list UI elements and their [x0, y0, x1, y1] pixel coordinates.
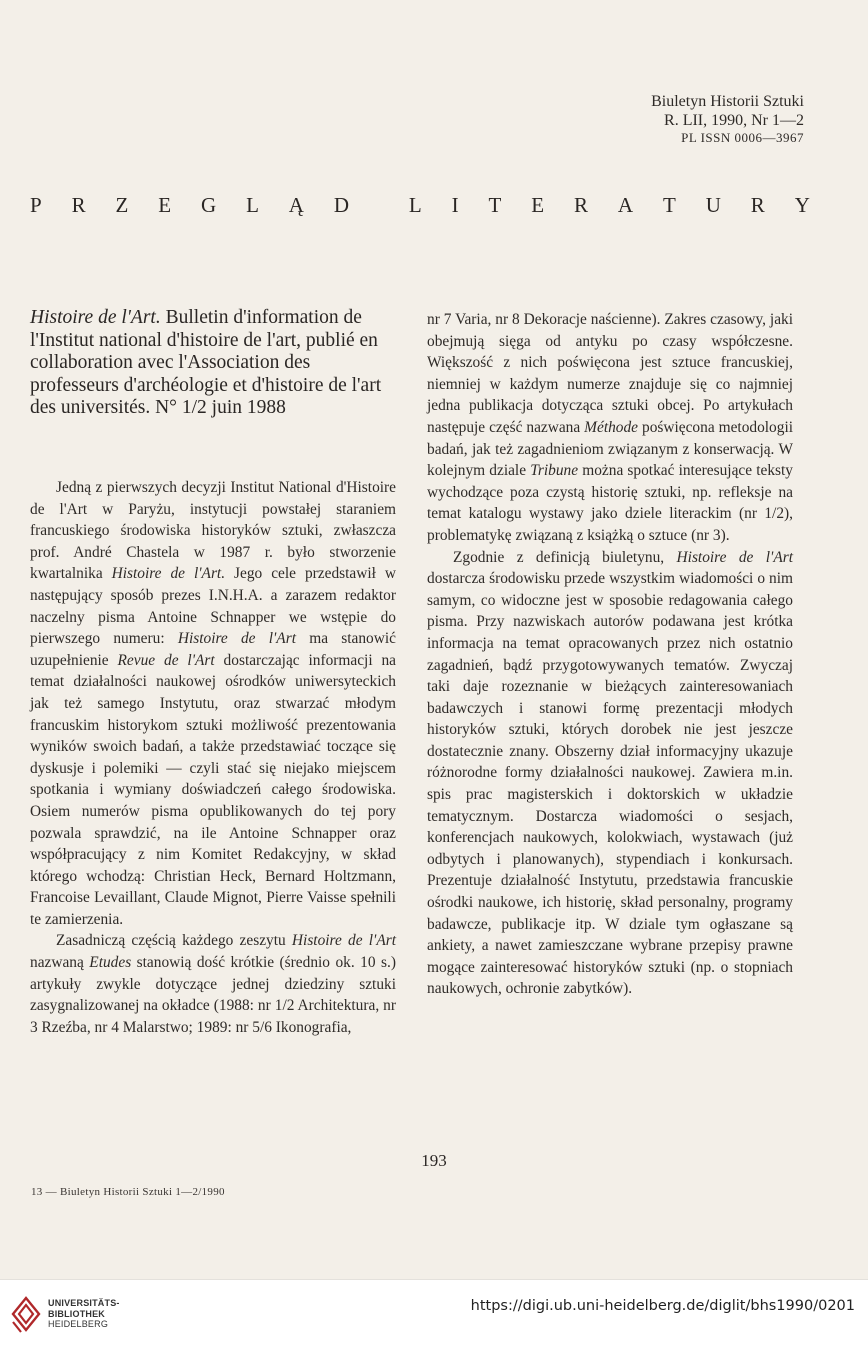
section-title	[30, 193, 810, 218]
text-run: Jedną z pierwszych decyzji Institut National d'Histoire de l'Art w Paryżu, instytucji powstałej staraniem francuskiego środowiska historyków sztuki, zwłaszcza prof. André Chastela w 1987 r. było stworzenie kwartalnika	[30, 479, 396, 583]
section-title-letter: L	[408, 193, 422, 217]
section-title-letter: L	[246, 193, 259, 217]
review-title-italic: Histoire de l'Art.	[30, 307, 161, 328]
section-title-letter: A	[617, 193, 634, 217]
text-run: poświęcona metodologii badań, jak też zagadnieniom związanym z konserwacją. W kolejnym dziale	[427, 418, 794, 480]
italic-title: Histoire de l'Art	[676, 548, 793, 566]
left-paragraph-1	[30, 477, 396, 930]
section-title-letter: E	[158, 193, 172, 217]
section-title-letter: P	[30, 193, 42, 217]
section-title-letter: R	[71, 193, 86, 217]
right-paragraph-1	[427, 309, 793, 547]
text-run: nazwaną	[30, 954, 90, 972]
section-title-letter: Ą	[288, 193, 304, 217]
italic-title: Histoire de l'Art	[177, 630, 296, 648]
left-paragraph-2	[30, 930, 396, 1038]
italic-title: Méthode	[584, 418, 639, 436]
section-title-letter: R	[573, 193, 588, 217]
right-column	[427, 309, 793, 1000]
logo-line: UNIVERSITÄTS-	[48, 1298, 120, 1309]
italic-title: Histoire de l'Art	[291, 932, 396, 950]
section-title-letter: I	[451, 193, 459, 217]
section-title-letter: Y	[794, 193, 810, 217]
italic-title: Etudes	[89, 954, 132, 972]
text-run: Zgodnie z definicją biuletynu,	[453, 548, 677, 566]
text-run: dostarczając informacji na temat działalności naukowej ośrodków uniwersyteckich jak też samego Instytutu, oraz stwarzać młodym francuskim historykom sztuki możliwość prezentowania wyników swoich badań, a także przedstawiać toczące się dyskusje i polemiki — czyli stać się niejako miejscem spotkania i wymiany doświadczeń całego środowiska. Osiem numerów pisma opublikowanych do tej pory pozwala sprawdzić, na ile Antoine Schnapper oraz współpracujący z nim Komitet Redakcyjny, w skład którego wchodzą: Christian Heck, Bernard Holtzmann, Francoise Levaillant, Claude Mignot, Pierre Vaisse spełnili te zamierzenia.	[30, 651, 397, 928]
section-title-letter: U	[705, 193, 721, 217]
review-heading	[30, 307, 390, 420]
section-title-letter: T	[488, 193, 502, 217]
library-logo-icon	[9, 1294, 43, 1334]
logo-line: BIBLIOTHEK	[48, 1308, 105, 1319]
left-column	[30, 477, 396, 1038]
journal-issn: PL ISSN 0006—3967	[681, 130, 804, 145]
italic-title: Revue de l'Art	[117, 651, 215, 669]
library-logo[interactable]	[9, 1294, 120, 1334]
italic-title: Histoire de l'Art.	[111, 565, 226, 583]
section-title-letter: R	[750, 193, 765, 217]
library-logo-text	[48, 1298, 120, 1330]
text-run: Zasadniczą częścią każdego zeszytu	[56, 932, 292, 950]
journal-volume: R. LII, 1990, Nr 1—2	[664, 112, 804, 129]
text-run: stanowią dość krótkie (średnio ok. 10 s.) artykuły zwykle dotyczące jednej dziedziny sztuki zasygnalizowanej na okładce (1988: nr 1/2 Architektura, nr 3 Rzeźba, nr 4 Malarstwo; 1989: nr 5/6 Ikonografia,	[30, 954, 396, 1036]
text-run: dostarcza środowisku przede wszystkim wiadomości o nim samym, co widoczne jest w sposobie redagowania całego pisma. Przy nazwiskach autorów podawana jest krótka informacja na temat opracowanych przez nich ostatnio zagadnień, bądź przygotowywanych tematów. Zwyczaj taki daje rozeznanie w bieżących zainteresowaniach badawczych i stanowi formę prezentacji młodych historyków sztuki, których dorobek nie jest jeszcze dostatecznie znany. Obszerny dział informacyjny ukazuje różnorodne formy działalności naukowej. Zawiera m.in. spis prac magisterskich i doktorskich w układzie tematycznym. Dostarcza wiadomości o sesjach, konferencjach naukowych, kolokwiach, wystawach (już odbytych i planowanych), stypendiach i konkursach. Prezentuje działalność Instytutu, przedstawia francuskie ośrodki naukowe, ich historię, skład personalny, programy badawcze, publikacje itp. W dziale tym ogłaszane są ankiety, a nawet zamieszczane wybrane przepisy prawne mogące zainteresować historyków sztuki (np. o stopniach naukowych, ochronie zabytków).	[427, 570, 793, 998]
text-run: ma stanowić uzupełnienie	[30, 630, 396, 669]
text-run: nr 7 Varia, nr 8 Dekoracje naścienne). Zakres czasowy, jaki obejmują sięga od antyku po czasy współczesne. Większość z nich poświęcona jest sztuce francuskiej, niemniej w każdym numerze znajduje się co najmniej jedna publikacja dotycząca sztuki obcej. Po artykułach następuje część nazwana	[427, 311, 793, 436]
journal-name: Biuletyn Historii Sztuki	[651, 93, 804, 110]
italic-title: Tribune	[530, 462, 579, 480]
section-title-letter: Z	[115, 193, 129, 217]
text-run: Jego cele przedstawił w następujący sposób prezes I.N.H.A. a zarazem redaktor naczelny pisma Antoine Schnapper we wstępie do pierwszego numeru:	[30, 565, 396, 648]
text-run: można spotkać interesujące teksty wychodzące poza czystą historię sztuki, np. refleksje na temat katalogu wystawy jako dziele literackim (nr 1/2), problematykę związaną z książką o sztuce (nr 3).	[427, 462, 793, 544]
section-title-letter: E	[531, 193, 545, 217]
review-title-rest: Bulletin d'information de l'Institut national d'histoire de l'art, publié en collaboration avec l'Association des professeurs d'archéologie et d'histoire de l'art des universités. N° 1/2 juin 1988	[30, 307, 382, 418]
section-title-letter: T	[662, 193, 676, 217]
printer-signature: 13 — Biuletyn Historii Sztuki 1—2/1990	[31, 1186, 225, 1198]
section-title-letter: G	[200, 193, 217, 217]
right-paragraph-2	[427, 547, 793, 1000]
logo-line: HEIDELBERG	[48, 1319, 109, 1330]
section-title-letter: D	[333, 193, 350, 217]
journal-header	[651, 92, 804, 145]
footer-bar	[0, 1279, 868, 1349]
source-url-link[interactable]: https://digi.ub.uni-heidelberg.de/diglit/bhs1990/0201	[470, 1298, 855, 1314]
page-number: 193	[421, 1151, 447, 1170]
